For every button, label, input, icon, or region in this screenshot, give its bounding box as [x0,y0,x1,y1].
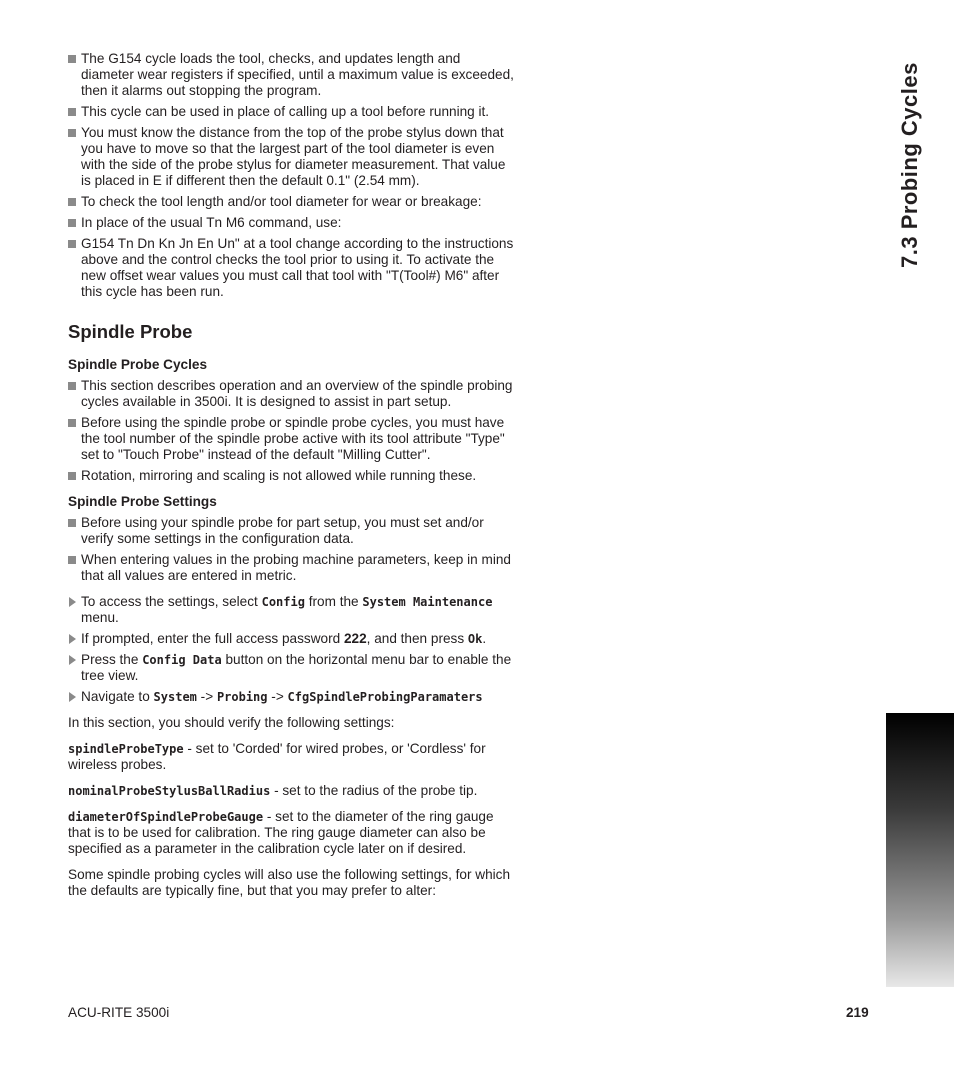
setting-desc: nominalProbeStylusBallRadius - set to the radius of the probe tip. [68,783,478,798]
code-system: System [153,690,197,704]
step-item: To access the settings, select Config from the System Maintenance menu. [68,594,516,626]
setting-name: spindleProbeType [68,742,184,756]
setting-desc: spindleProbeType - set to 'Corded' for wired probes, or 'Cordless' for wireless probes. [68,741,486,772]
setting-name: diameterOfSpindleProbeGauge [68,810,264,824]
code-config-data: Config Data [142,653,222,667]
page-number: 219 [846,1005,869,1020]
verify-intro: In this section, you should verify the following settings: [68,715,395,730]
list-item: This section describes operation and an overview of the spindle probing cycles available in 3500i. It is designed to assist in part setup. [68,378,516,410]
list-item: Rotation, mirroring and scaling is not allowed while running these. [68,468,516,484]
code-ok: Ok [467,632,483,646]
list-item: In place of the usual Tn M6 command, use: [68,215,516,231]
password-value: 222 [343,631,367,646]
list-item: When entering values in the probing machine parameters, keep in mind that all values are entered in metric. [68,552,516,584]
list-item: Before using your spindle probe for part setup, you must set and/or verify some settings in the configuration data. [68,515,516,547]
list-item: Before using the spindle probe or spindle probe cycles, you must have the tool number of the spindle probe active with its tool attribute "Type" set to "Touch Probe" instead of the default "Milling Cutter". [68,415,516,463]
list-item: This cycle can be used in place of calling up a tool before running it. [68,104,516,120]
code-probing: Probing [216,690,268,704]
chapter-side-title: 7.3 Probing Cycles [897,62,922,268]
step-item: Press the Config Data button on the horizontal menu bar to enable the tree view. [68,652,516,684]
subsection-heading-settings: Spindle Probe Settings [68,494,217,509]
step-item: If prompted, enter the full access password 222, and then press Ok. [68,631,516,647]
step-item: Navigate to System -> Probing -> CfgSpindleProbingParamaters [68,689,516,705]
code-cfg-spindle-probing: CfgSpindleProbingParamaters [287,690,483,704]
list-item: To check the tool length and/or tool diameter for wear or breakage: [68,194,516,210]
page-body [68,51,516,909]
setting-desc: diameterOfSpindleProbeGauge - set to the diameter of the ring gauge that is to be used for calibration. The ring gauge diameter can also be specified as a parameter in the calibration cycle later on if desired. [68,809,494,856]
closing-paragraph: Some spindle probing cycles will also use the following settings, for which the defaults are typically fine, but that you may prefer to alter: [68,867,511,898]
list-item: You must know the distance from the top of the probe stylus down that you have to move so that the largest part of the tool diameter is even with the side of the probe stylus for diameter measurement. That value is placed in E if different then the default 0.1" (2.54 mm). [68,125,516,189]
section-title: Spindle Probe [68,321,193,342]
code-config: Config [261,595,305,609]
setting-name: nominalProbeStylusBallRadius [68,784,271,798]
subsection-heading-cycles: Spindle Probe Cycles [68,357,208,372]
list-item: The G154 cycle loads the tool, checks, and updates length and diameter wear registers if specified, until a maximum value is exceeded, then it alarms out stopping the program. [68,51,516,99]
code-system-maintenance: System Maintenance [362,595,493,609]
footer-product: ACU-RITE 3500i [68,1005,170,1020]
list-item: G154 Tn Dn Kn Jn En Un" at a tool change according to the instructions above and the control checks the tool prior to using it. To activate the new offset wear values you must call that tool with "T(Tool#) M6" after this cycle has been run. [68,236,516,300]
chapter-tab [886,713,954,987]
